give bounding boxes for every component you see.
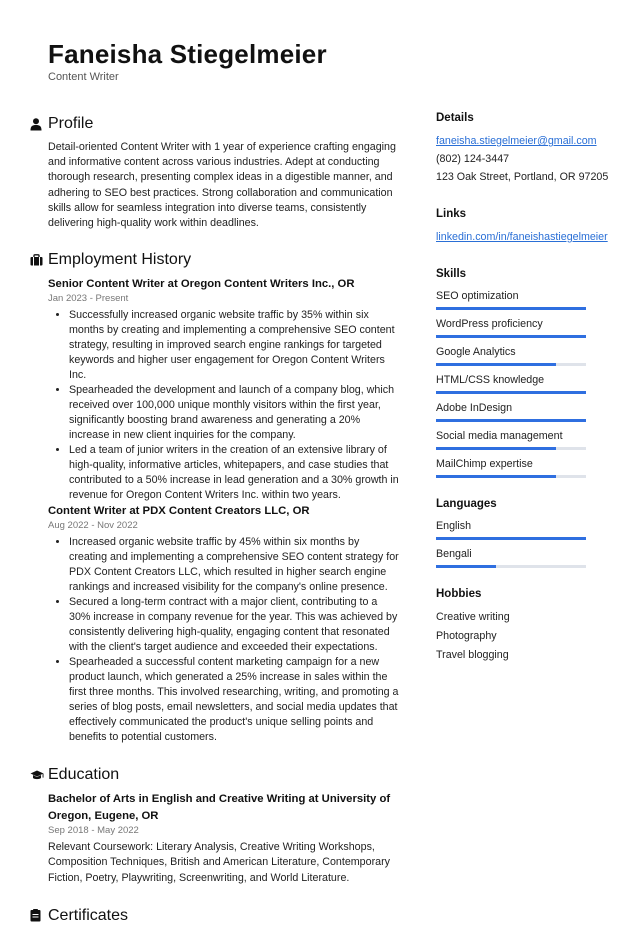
skill-name: Google Analytics: [436, 346, 516, 358]
skill-item: [436, 316, 616, 338]
linkedin-link[interactable]: [436, 228, 616, 246]
skill-item: [436, 372, 616, 394]
skills-list: [436, 288, 616, 478]
candidate-role: Content Writer: [48, 71, 119, 83]
languages-title: Languages: [436, 498, 497, 510]
skill-level-fill: [436, 475, 556, 478]
person-icon: [30, 115, 48, 133]
skill-name: MailChimp expertise: [436, 458, 533, 470]
degree-title: Bachelor of Arts in English and Creative Writing at University of Oregon, Eugene, OR: [48, 793, 391, 822]
job-bullet: • Spearheaded a successful content marketing campaign for a new product launch, which generated a 25% increase in sales within the first three months. This involved researching, writing, and promoting a series of blog posts, email newsletters, and social media updates that effectively communicated the product's unique selling points and benefits to potential customers.: [69, 655, 400, 745]
hobby-item: Travel blogging: [436, 649, 509, 661]
briefcase-icon: [30, 251, 48, 269]
sidebar-column: [436, 112, 616, 665]
employment-section: [30, 248, 400, 745]
profile-heading: [30, 112, 400, 136]
certificates-section: [30, 904, 400, 928]
job-bullet: • Successfully increased organic website traffic by 35% within six months by creating and implementing a comprehensive SEO content strategy, resulting in improved search engine rankings for targeted keywords and higher user engagement for Oregon Content Writers Inc.: [69, 308, 400, 383]
education-entry: [48, 791, 400, 886]
skill-level-fill: [436, 335, 586, 338]
skill-level-fill: [436, 363, 556, 366]
job-title: Content Writer at PDX Content Creators LLC, OR: [48, 505, 310, 518]
skill-level-fill: [436, 307, 586, 310]
profile-summary: Detail-oriented Content Writer with 1 year of experience crafting engaging and informative content across various industries. Adept at conducting thorough research, presenting complex ideas in a digestible manner, and adhering to SEO best practices. Strong collaboration and communication skills allow for seamless integration into diverse teams, consistently delivering high-quality work within deadlines.: [48, 141, 396, 230]
skill-item: [436, 400, 616, 422]
skill-name: Social media management: [436, 430, 563, 442]
job-entry: [48, 276, 400, 503]
candidate-name: Faneisha Stiegelmeier: [48, 39, 327, 69]
skills-title: Skills: [436, 268, 467, 280]
hobby-item: Photography: [436, 630, 497, 642]
education-section: [30, 763, 400, 886]
skill-level-bar: [436, 419, 586, 422]
skill-name: Adobe InDesign: [436, 402, 513, 414]
skill-level-fill: [436, 391, 586, 394]
languages-list: [436, 518, 616, 568]
language-item: [436, 518, 616, 540]
education-coursework: Relevant Coursework: Literary Analysis, Creative Writing Workshops, Composition Techniques, British and American Literature, Contemporary Fiction, Poetry, Playwriting, Screenwriting, and World Literature.: [48, 841, 390, 884]
job-bullet: • Increased organic website traffic by 45% within six months by creating and implementing a comprehensive SEO content strategy for PDX Content Creators LLC, which resulted in higher search engine rankings and increased visibility for the company's online presence.: [69, 535, 400, 595]
language-level-fill: [436, 565, 496, 568]
language-item: [436, 546, 616, 568]
job-entry: [48, 503, 400, 745]
graduation-cap-icon: [30, 766, 48, 784]
skill-name: SEO optimization: [436, 290, 519, 302]
skills-section: [436, 268, 616, 478]
details-section: [436, 112, 616, 186]
skill-item: [436, 428, 616, 450]
job-bullet: • Led a team of junior writers in the creation of an extensive library of high-quality, informative articles, whitepapers, and case studies that contributed to a 50% increase in lead generation and a 30% growth in revenue for Oregon Content Writers Inc. within two years.: [69, 443, 400, 503]
job-bullet: • Secured a long-term contract with a major client, contributing to a 30% increase in company revenue for the year. This was achieved by consistently delivering high-quality, engaging content that resonated with the client's target audience and exceeded their expectations.: [69, 595, 400, 655]
skill-item: [436, 456, 616, 478]
skill-level-bar: [436, 475, 586, 478]
profile-title: Profile: [48, 115, 94, 132]
job-bullets: [48, 308, 400, 503]
details-title: Details: [436, 112, 474, 124]
profile-section: [30, 112, 400, 231]
language-level-bar: [436, 565, 586, 568]
skill-level-bar: [436, 447, 586, 450]
language-level-fill: [436, 537, 586, 540]
languages-section: [436, 498, 616, 568]
address: 123 Oak Street, Portland, OR 97205: [436, 171, 609, 183]
links-title: Links: [436, 208, 467, 220]
skill-level-fill: [436, 419, 586, 422]
education-heading: [30, 763, 400, 787]
resume-header: [48, 38, 327, 83]
links-section: [436, 208, 616, 246]
skill-level-bar: [436, 335, 586, 338]
employment-title: Employment History: [48, 251, 192, 269]
job-date: Aug 2022 - Nov 2022: [48, 520, 138, 532]
skill-name: WordPress proficiency: [436, 318, 543, 330]
skill-level-bar: [436, 363, 586, 366]
hobbies-title: Hobbies: [436, 588, 482, 600]
skill-item: [436, 288, 616, 310]
skill-level-fill: [436, 447, 556, 450]
language-level-bar: [436, 537, 586, 540]
email-text[interactable]: faneisha.stiegelmeier@gmail.com: [436, 135, 597, 147]
employment-heading: [30, 248, 400, 272]
job-bullets: [48, 535, 400, 745]
job-list: [48, 276, 400, 745]
education-title: Education: [48, 766, 120, 784]
education-date: Sep 2018 - May 2022: [48, 825, 139, 837]
job-bullet: • Spearheaded the development and launch of a company blog, which received over 100,000 unique monthly visitors within the first year, significantly boosting brand awareness and generating a 20% increase in new client inquiries for the company.: [69, 383, 400, 443]
certificate-icon: [30, 907, 48, 925]
language-name: Bengali: [436, 548, 472, 560]
job-title: Senior Content Writer at Oregon Content Writers Inc., OR: [48, 278, 355, 291]
hobby-item: Creative writing: [436, 611, 510, 623]
certificates-heading: [30, 904, 400, 928]
skill-level-bar: [436, 307, 586, 310]
skill-level-bar: [436, 391, 586, 394]
phone-number: (802) 124-3447: [436, 153, 510, 165]
main-column: [30, 112, 400, 932]
skill-name: HTML/CSS knowledge: [436, 374, 545, 386]
skill-item: [436, 344, 616, 366]
certificates-title: Certificates: [48, 906, 129, 924]
linkedin-text[interactable]: linkedin.com/in/faneishastiegelmeier: [436, 231, 608, 243]
job-date: Jan 2023 - Present: [48, 293, 129, 305]
email-link[interactable]: [436, 132, 616, 150]
language-name: English: [436, 520, 472, 532]
hobbies-section: [436, 588, 616, 665]
